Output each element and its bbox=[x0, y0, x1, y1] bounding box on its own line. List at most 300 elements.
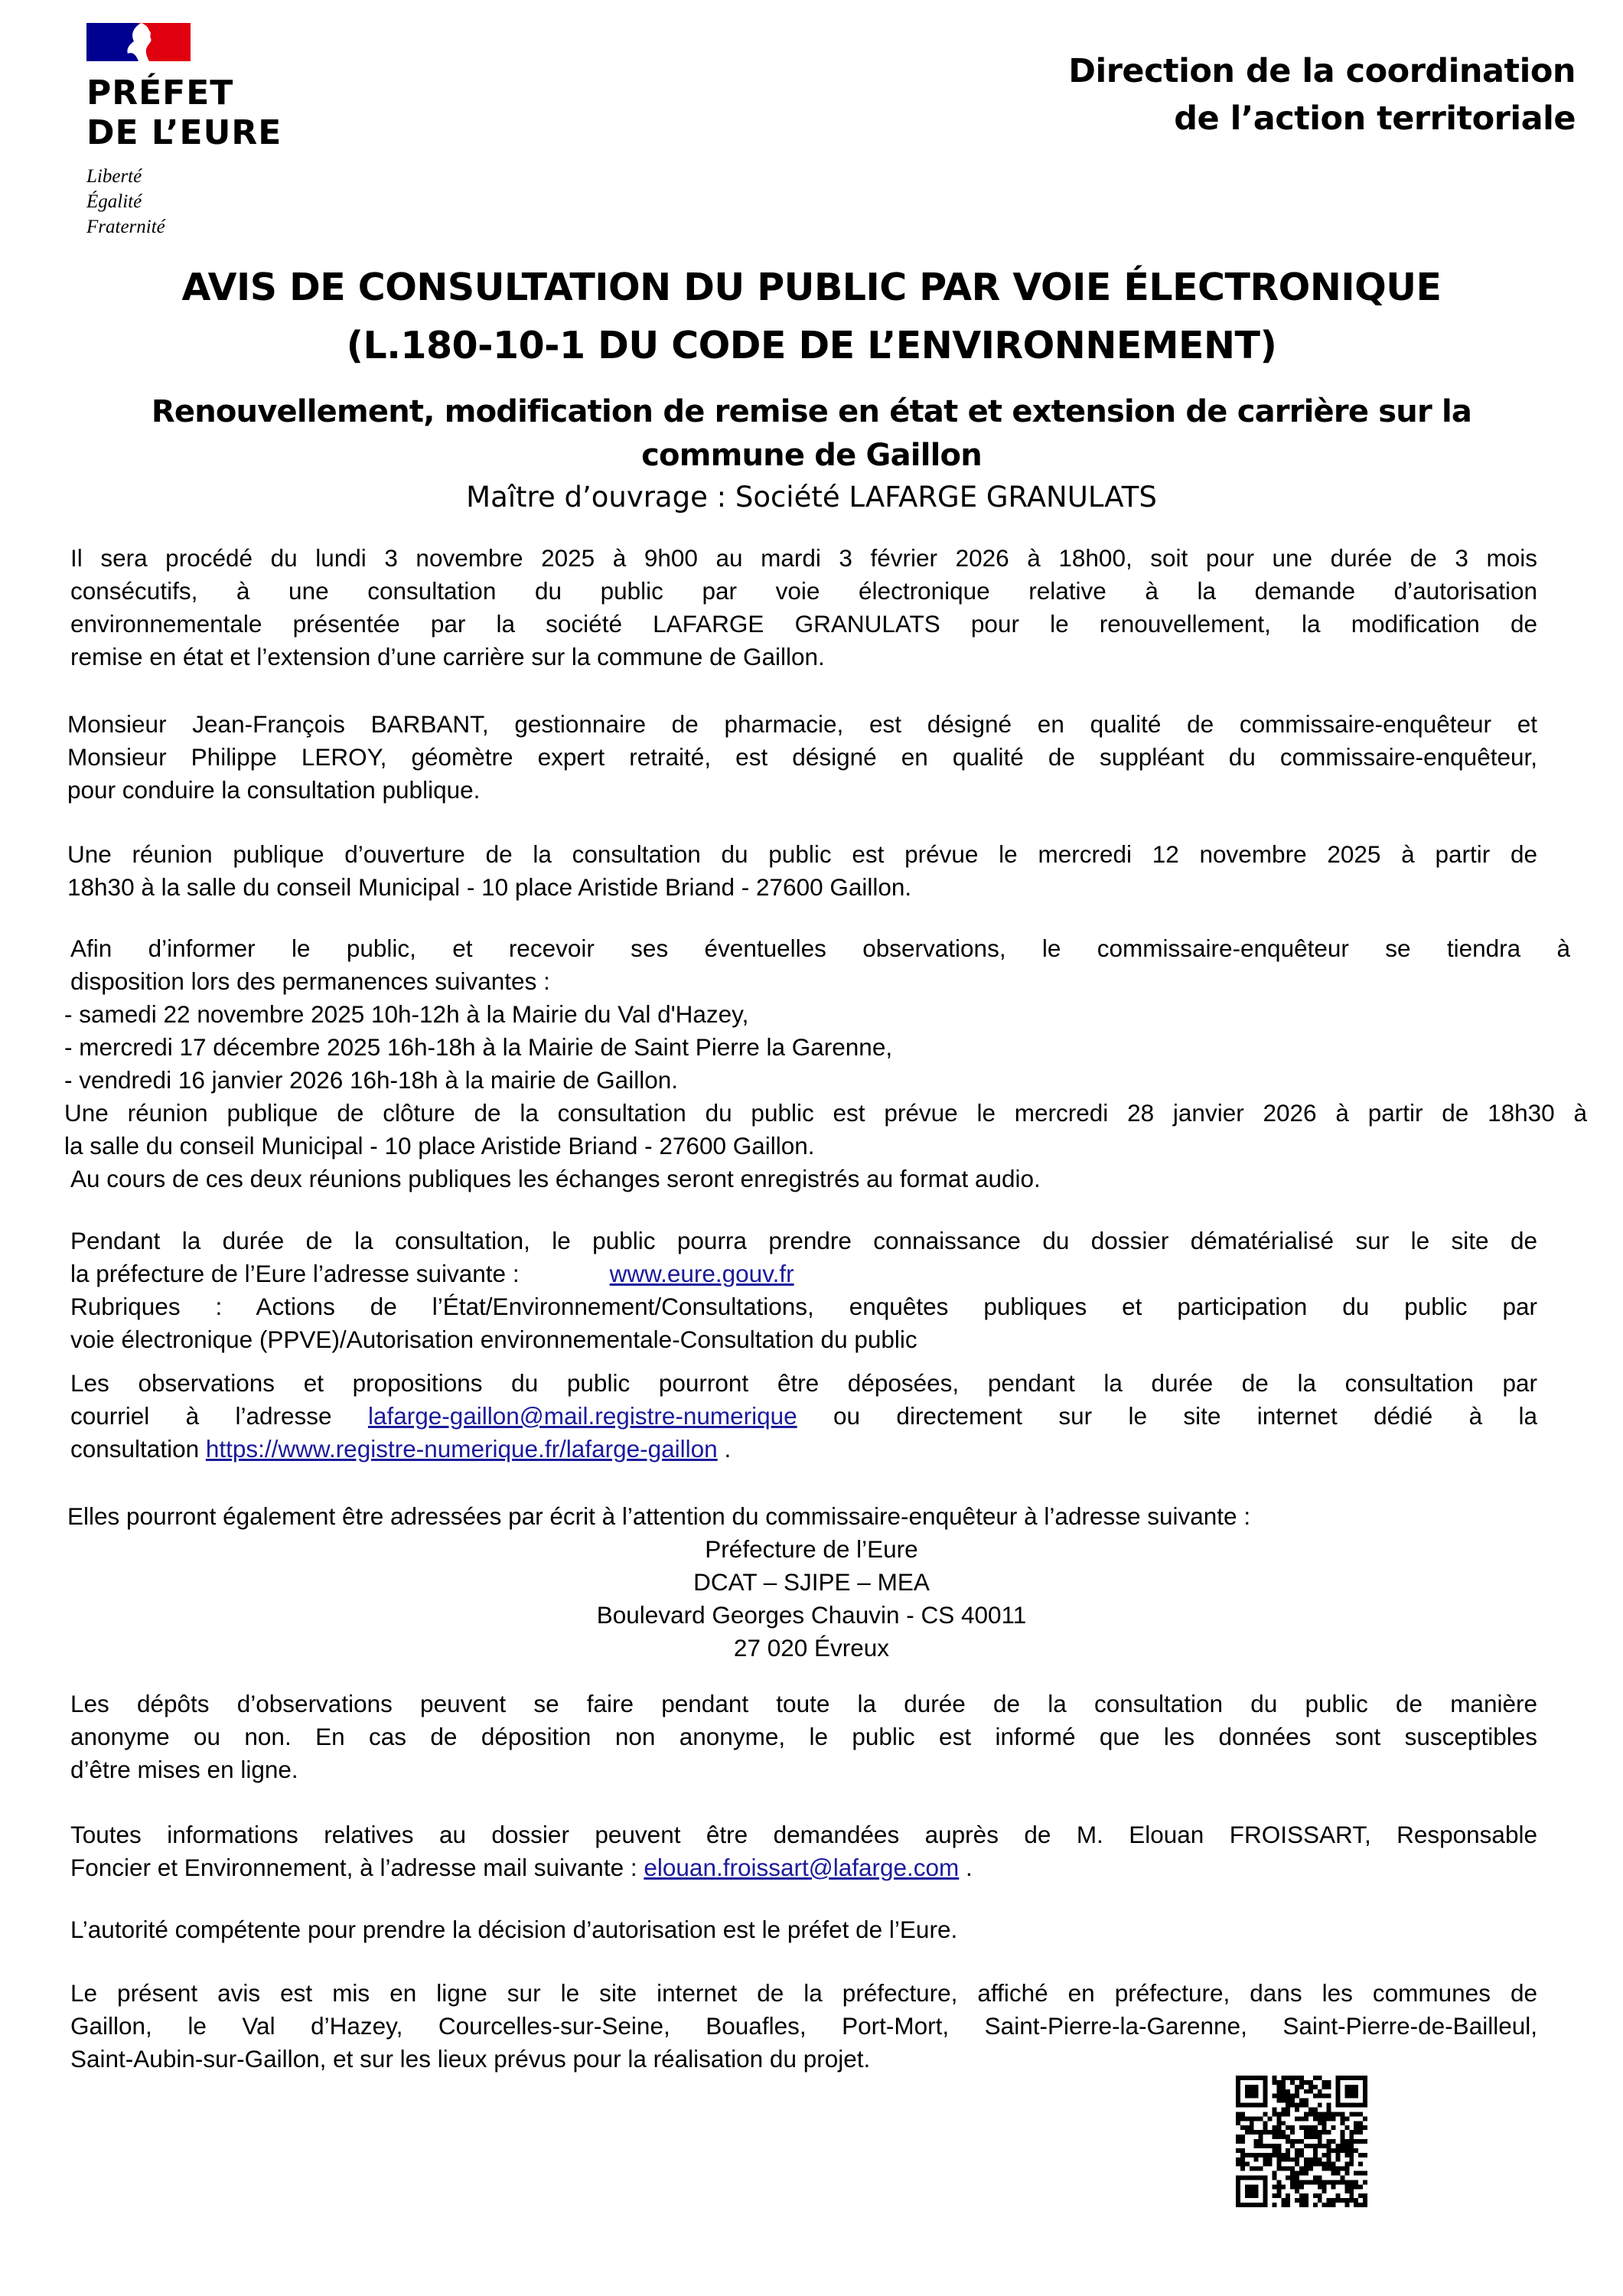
qr-module bbox=[1335, 2153, 1340, 2157]
text-line: remise en état et l’extension d’une carrière sur la commune de Gaillon. bbox=[70, 643, 825, 670]
qr-module bbox=[1318, 2121, 1322, 2125]
qr-module bbox=[1327, 2112, 1331, 2116]
text-fragment: consultation bbox=[70, 1435, 200, 1463]
title-line: (L.180-10-1 DU CODE DE L’ENVIRONNEMENT) bbox=[346, 324, 1277, 367]
qr-module bbox=[1363, 2125, 1367, 2130]
text-line: Saint-Aubin-sur-Gaillon, et sur les lieux prévus pour la réalisation du projet. bbox=[70, 2045, 871, 2073]
prefet-name-line: PRÉFET bbox=[86, 73, 234, 113]
qr-module bbox=[1322, 2167, 1327, 2171]
qr-module bbox=[1254, 2167, 1259, 2171]
text-line: Toutes informations relatives au dossier peuvent être demandées auprès de M. Elouan FROISSART, Responsable bbox=[70, 1821, 1537, 1848]
qr-module bbox=[1290, 2171, 1295, 2176]
subtitle-line: commune de Gaillon bbox=[641, 438, 982, 473]
qr-module bbox=[1354, 2112, 1358, 2116]
qr-module bbox=[1272, 2203, 1276, 2207]
qr-module bbox=[1263, 2144, 1268, 2148]
qr-module bbox=[1240, 2162, 1245, 2167]
qr-module bbox=[1304, 2180, 1309, 2184]
qr-module bbox=[1309, 2144, 1313, 2148]
text-line: Afin d’informer le public, et recevoir ses éventuelles observations, le commissaire-enquêteur se tiendra à bbox=[70, 934, 1570, 962]
qr-module bbox=[1318, 2139, 1322, 2144]
qr-module bbox=[1290, 2157, 1295, 2162]
qr-module bbox=[1322, 2121, 1327, 2125]
qr-module bbox=[1295, 2139, 1299, 2144]
qr-module bbox=[1286, 2094, 1290, 2099]
qr-module bbox=[1276, 2144, 1281, 2148]
qr-module bbox=[1354, 2125, 1358, 2130]
qr-module bbox=[1263, 2162, 1268, 2167]
eure-gouv-link[interactable]: www.eure.gouv.fr bbox=[609, 1260, 794, 1287]
qr-module bbox=[1245, 2125, 1250, 2130]
qr-module bbox=[1240, 2139, 1245, 2144]
qr-module bbox=[1250, 2167, 1254, 2171]
text-fragment: Foncier et Environnement, à l’adresse mail suivante : bbox=[70, 1854, 637, 1881]
text-line: environnementale présentée par la société LAFARGE GRANULATS pour le renouvellement, la modification de bbox=[70, 610, 1537, 638]
text-line bbox=[70, 1257, 1537, 1290]
qr-module bbox=[1313, 2076, 1318, 2080]
qr-module bbox=[1295, 2175, 1299, 2180]
qr-module bbox=[1327, 2157, 1331, 2162]
address-line: 27 020 Évreux bbox=[733, 1634, 890, 1662]
qr-module bbox=[1309, 2112, 1313, 2116]
qr-module bbox=[1358, 2162, 1363, 2167]
qr-module bbox=[1240, 2157, 1245, 2162]
text-fragment: courriel à l’adresse bbox=[70, 1402, 332, 1430]
qr-module bbox=[1299, 2103, 1304, 2108]
qr-module bbox=[1236, 2157, 1240, 2162]
qr-module bbox=[1313, 2153, 1318, 2157]
qr-module bbox=[1276, 2112, 1281, 2116]
qr-module bbox=[1309, 2125, 1313, 2130]
motto-liberte: Liberté bbox=[86, 166, 142, 187]
qr-module bbox=[1281, 2094, 1286, 2099]
qr-module bbox=[1263, 2153, 1268, 2157]
qr-module bbox=[1250, 2121, 1254, 2125]
qr-module bbox=[1245, 2130, 1250, 2135]
qr-module bbox=[1250, 2153, 1254, 2157]
qr-module bbox=[1358, 2121, 1363, 2125]
qr-module bbox=[1318, 2184, 1322, 2189]
qr-module bbox=[1322, 2112, 1327, 2116]
qr-module bbox=[1290, 2130, 1295, 2135]
qr-module bbox=[1304, 2080, 1309, 2085]
qr-module bbox=[1281, 2089, 1286, 2094]
qr-module bbox=[1259, 2130, 1263, 2135]
contact-email-link[interactable]: elouan.froissart@lafarge.com bbox=[644, 1854, 960, 1881]
qr-module bbox=[1268, 2162, 1273, 2167]
qr-module bbox=[1322, 2184, 1327, 2189]
qr-module bbox=[1344, 2085, 1358, 2099]
qr-module bbox=[1349, 2153, 1354, 2157]
qr-module bbox=[1304, 2144, 1309, 2148]
qr-module bbox=[1349, 2148, 1354, 2153]
text-line: voie électronique (PPVE)/Autorisation environnementale-Consultation du public bbox=[70, 1326, 917, 1353]
qr-module bbox=[1240, 2125, 1245, 2130]
qr-module bbox=[1259, 2139, 1263, 2144]
qr-module bbox=[1295, 2076, 1299, 2080]
permanence-item: - samedi 22 novembre 2025 10h-12h à la Mairie du Val d'Hazey, bbox=[64, 1000, 749, 1028]
qr-module bbox=[1313, 2157, 1318, 2162]
qr-module bbox=[1290, 2076, 1295, 2080]
qr-module bbox=[1340, 2144, 1344, 2148]
qr-module bbox=[1313, 2085, 1318, 2089]
qr-module bbox=[1281, 2167, 1286, 2171]
qr-module bbox=[1344, 2184, 1349, 2189]
text-line: Il sera procédé du lundi 3 novembre 2025 à 9h00 au mardi 3 février 2026 à 18h00, soit pour une durée de 3 mois bbox=[70, 544, 1537, 572]
qr-module bbox=[1344, 2198, 1349, 2203]
qr-module bbox=[1259, 2135, 1263, 2139]
qr-module bbox=[1299, 2171, 1304, 2176]
qr-module bbox=[1286, 2112, 1290, 2116]
qr-module bbox=[1363, 2171, 1367, 2176]
qr-module bbox=[1354, 2198, 1358, 2203]
qr-module bbox=[1272, 2193, 1276, 2198]
qr-module bbox=[1276, 2085, 1281, 2089]
qr-module bbox=[1363, 2193, 1367, 2198]
qr-module bbox=[1290, 2184, 1295, 2189]
qr-module bbox=[1290, 2125, 1295, 2130]
qr-module bbox=[1340, 2139, 1344, 2144]
qr-module bbox=[1309, 2162, 1313, 2167]
qr-module bbox=[1309, 2108, 1313, 2112]
postal-address bbox=[0, 1533, 1623, 1665]
qr-module bbox=[1250, 2125, 1254, 2130]
qr-module bbox=[1236, 2139, 1240, 2144]
paragraph-observations bbox=[70, 1367, 1537, 1466]
qr-module bbox=[1304, 2089, 1309, 2094]
qr-module bbox=[1344, 2189, 1349, 2193]
text-line bbox=[70, 1433, 1537, 1466]
text-line: Rubriques : Actions de l’État/Environnement/Consultations, enquêtes publiques et participation du public par bbox=[70, 1293, 1537, 1320]
qr-module bbox=[1299, 2193, 1304, 2198]
qr-module bbox=[1340, 2130, 1344, 2135]
qr-module bbox=[1331, 2171, 1336, 2176]
qr-module bbox=[1295, 2162, 1299, 2167]
qr-module bbox=[1349, 2162, 1354, 2167]
qr-module bbox=[1268, 2116, 1273, 2121]
qr-module bbox=[1344, 2148, 1349, 2153]
qr-module bbox=[1354, 2148, 1358, 2153]
qr-module bbox=[1304, 2171, 1309, 2176]
qr-module bbox=[1322, 2080, 1327, 2085]
qr-module bbox=[1318, 2193, 1322, 2198]
qr-module bbox=[1327, 2162, 1331, 2167]
qr-module bbox=[1344, 2116, 1349, 2121]
qr-module bbox=[1295, 2157, 1299, 2162]
qr-module bbox=[1327, 2085, 1331, 2089]
qr-module bbox=[1272, 2130, 1276, 2135]
qr-module bbox=[1322, 2085, 1327, 2089]
qr-module bbox=[1240, 2112, 1245, 2116]
qr-module bbox=[1327, 2203, 1331, 2207]
qr-module bbox=[1335, 2193, 1340, 2198]
qr-module bbox=[1290, 2180, 1295, 2184]
qr-module bbox=[1268, 2153, 1273, 2157]
qr-module bbox=[1318, 2076, 1322, 2080]
qr-module bbox=[1340, 2175, 1344, 2180]
republique-flag bbox=[86, 23, 191, 61]
qr-module bbox=[1259, 2116, 1263, 2121]
qr-module bbox=[1331, 2148, 1336, 2153]
qr-module bbox=[1331, 2162, 1336, 2167]
qr-module bbox=[1299, 2184, 1304, 2189]
qr-module bbox=[1313, 2175, 1318, 2180]
qr-module bbox=[1272, 2125, 1276, 2130]
prefet-name-line: DE L’EURE bbox=[86, 113, 282, 152]
qr-module bbox=[1276, 2094, 1281, 2099]
qr-module bbox=[1276, 2193, 1281, 2198]
text-fragment: la préfecture de l’Eure l’adresse suivante : bbox=[70, 1260, 520, 1287]
qr-module bbox=[1281, 2203, 1286, 2207]
qr-module bbox=[1344, 2139, 1349, 2144]
qr-module bbox=[1344, 2125, 1349, 2130]
qr-module bbox=[1309, 2089, 1313, 2094]
paragraph-permanences bbox=[70, 932, 1570, 998]
qr-module bbox=[1281, 2121, 1286, 2125]
qr-module bbox=[1318, 2162, 1322, 2167]
text-line: Une réunion publique de clôture de la consultation du public est prévue le mercredi 28 janvier 2026 à partir de 18h30 à bbox=[64, 1099, 1587, 1127]
qr-module bbox=[1254, 2116, 1259, 2121]
qr-module bbox=[1327, 2130, 1331, 2135]
paragraph-informations bbox=[70, 1818, 1537, 1884]
qr-module bbox=[1344, 2167, 1349, 2171]
qr-module bbox=[1299, 2085, 1304, 2089]
paragraph-depots bbox=[70, 1688, 1537, 1786]
text-line: Elles pourront également être adressées par écrit à l’attention du commissaire-enquêteur à l’adresse suivante : bbox=[67, 1502, 1251, 1530]
qr-module bbox=[1304, 2162, 1309, 2167]
qr-module bbox=[1318, 2175, 1322, 2180]
qr-module bbox=[1322, 2125, 1327, 2130]
qr-module bbox=[1276, 2189, 1281, 2193]
qr-module bbox=[1354, 2171, 1358, 2176]
qr-module bbox=[1286, 2148, 1290, 2153]
qr-module bbox=[1313, 2148, 1318, 2153]
registre-url-link[interactable]: https://www.registre-numerique.fr/lafarge-gaillon bbox=[205, 1435, 718, 1463]
qr-module bbox=[1299, 2203, 1304, 2207]
qr-module bbox=[1286, 2153, 1290, 2157]
qr-module bbox=[1290, 2167, 1295, 2171]
qr-module bbox=[1276, 2180, 1281, 2184]
qr-module bbox=[1322, 2189, 1327, 2193]
text-line: Les observations et propositions du public pourront être déposées, pendant la durée de la consultation par bbox=[70, 1369, 1537, 1397]
qr-module bbox=[1322, 2144, 1327, 2148]
qr-module bbox=[1318, 2130, 1322, 2135]
qr-module bbox=[1318, 2135, 1322, 2139]
qr-module bbox=[1318, 2094, 1322, 2099]
qr-module bbox=[1276, 2135, 1281, 2139]
qr-module bbox=[1344, 2203, 1349, 2207]
qr-module bbox=[1290, 2175, 1295, 2180]
qr-module bbox=[1236, 2121, 1240, 2125]
qr-module bbox=[1335, 2157, 1340, 2162]
qr-module bbox=[1295, 2153, 1299, 2157]
qr-module bbox=[1363, 2198, 1367, 2203]
qr-module bbox=[1318, 2198, 1322, 2203]
qr-module bbox=[1340, 2167, 1344, 2171]
qr-module bbox=[1286, 2108, 1290, 2112]
qr-module bbox=[1263, 2121, 1268, 2125]
qr-module bbox=[1313, 2112, 1318, 2116]
qr-module bbox=[1254, 2139, 1259, 2144]
qr-module bbox=[1259, 2153, 1263, 2157]
qr-module bbox=[1272, 2184, 1276, 2189]
qr-module bbox=[1286, 2157, 1290, 2162]
qr-module bbox=[1322, 2153, 1327, 2157]
qr-module bbox=[1327, 2094, 1331, 2099]
qr-module bbox=[1281, 2108, 1286, 2112]
qr-module bbox=[1263, 2112, 1268, 2116]
qr-module bbox=[1245, 2153, 1250, 2157]
qr-module bbox=[1340, 2121, 1344, 2125]
qr-module bbox=[1299, 2076, 1304, 2080]
qr-module bbox=[1276, 2130, 1281, 2135]
qr-module bbox=[1240, 2167, 1245, 2171]
qr-module bbox=[1309, 2135, 1313, 2139]
qr-module bbox=[1327, 2108, 1331, 2112]
direction-heading bbox=[1068, 47, 1576, 142]
qr-module bbox=[1354, 2121, 1358, 2125]
qr-module bbox=[1304, 2103, 1309, 2108]
qr-module bbox=[1290, 2080, 1295, 2085]
qr-module bbox=[1272, 2153, 1276, 2157]
qr-module bbox=[1276, 2121, 1281, 2125]
qr-module bbox=[1331, 2167, 1336, 2171]
subtitle-line: Renouvellement, modification de remise en état et extension de carrière sur la bbox=[151, 394, 1472, 429]
qr-module bbox=[1281, 2099, 1286, 2103]
qr-module bbox=[1344, 2180, 1349, 2184]
qr-module bbox=[1322, 2130, 1327, 2135]
text-line bbox=[70, 1851, 1537, 1884]
qr-module bbox=[1240, 2148, 1245, 2153]
qr-module bbox=[1363, 2153, 1367, 2157]
qr-module bbox=[1286, 2125, 1290, 2130]
qr-module bbox=[1327, 2116, 1331, 2121]
direction-line: Direction de la coordination bbox=[1068, 52, 1576, 90]
qr-module bbox=[1354, 2180, 1358, 2184]
qr-module bbox=[1318, 2089, 1322, 2094]
qr-module bbox=[1354, 2139, 1358, 2144]
qr-module bbox=[1304, 2157, 1309, 2162]
text-line: Au cours de ces deux réunions publiques les échanges seront enregistrés au format audio. bbox=[70, 1165, 1041, 1192]
qr-module bbox=[1327, 2153, 1331, 2157]
qr-module bbox=[1276, 2148, 1281, 2153]
qr-module bbox=[1304, 2130, 1309, 2135]
text-line: Le présent avis est mis en ligne sur le site internet de la préfecture, affiché en préfecture, dans les communes de bbox=[70, 1979, 1537, 2007]
address-line: DCAT – SJIPE – MEA bbox=[693, 1568, 930, 1596]
qr-module bbox=[1295, 2180, 1299, 2184]
qr-module bbox=[1295, 2171, 1299, 2176]
qr-module bbox=[1281, 2184, 1286, 2189]
qr-code-icon[interactable] bbox=[1236, 2076, 1367, 2207]
qr-module bbox=[1318, 2144, 1322, 2148]
qr-module bbox=[1344, 2153, 1349, 2157]
qr-module bbox=[1286, 2193, 1290, 2198]
qr-module bbox=[1358, 2171, 1363, 2176]
qr-module bbox=[1309, 2080, 1313, 2085]
qr-module bbox=[1313, 2130, 1318, 2135]
qr-module bbox=[1327, 2103, 1331, 2108]
qr-module bbox=[1313, 2203, 1318, 2207]
qr-module bbox=[1327, 2180, 1331, 2184]
qr-module bbox=[1245, 2184, 1259, 2198]
text-line: d’être mises en ligne. bbox=[70, 1756, 298, 1783]
qr-module bbox=[1309, 2167, 1313, 2171]
qr-module bbox=[1276, 2167, 1281, 2171]
qr-module bbox=[1327, 2139, 1331, 2144]
address-line: Boulevard Georges Chauvin - CS 40011 bbox=[596, 1601, 1027, 1629]
qr-module bbox=[1335, 2180, 1340, 2184]
qr-module bbox=[1286, 2089, 1290, 2094]
qr-module bbox=[1299, 2139, 1304, 2144]
qr-module bbox=[1304, 2193, 1309, 2198]
qr-module bbox=[1299, 2198, 1304, 2203]
qr-module bbox=[1304, 2203, 1309, 2207]
qr-module bbox=[1304, 2198, 1309, 2203]
qr-module bbox=[1344, 2162, 1349, 2167]
qr-module bbox=[1313, 2108, 1318, 2112]
text-line: Monsieur Philippe LEROY, géomètre expert retraité, est désigné en qualité de suppléant du commissaire-enquêteur, bbox=[67, 743, 1537, 771]
qr-module bbox=[1281, 2198, 1286, 2203]
qr-module bbox=[1349, 2135, 1354, 2139]
qr-module bbox=[1349, 2184, 1354, 2189]
qr-module bbox=[1281, 2135, 1286, 2139]
qr-module bbox=[1327, 2167, 1331, 2171]
paragraph-commissaire bbox=[67, 708, 1537, 807]
qr-module bbox=[1363, 2203, 1367, 2207]
qr-module bbox=[1358, 2125, 1363, 2130]
qr-module bbox=[1349, 2180, 1354, 2184]
qr-module bbox=[1340, 2135, 1344, 2139]
qr-module bbox=[1331, 2116, 1336, 2121]
qr-module bbox=[1318, 2112, 1322, 2116]
qr-module bbox=[1358, 2153, 1363, 2157]
qr-module bbox=[1290, 2103, 1295, 2108]
qr-module bbox=[1290, 2144, 1295, 2148]
qr-module bbox=[1340, 2198, 1344, 2203]
audio-notice bbox=[70, 1163, 1524, 1195]
qr-module bbox=[1340, 2116, 1344, 2121]
text-line: disposition lors des permanences suivantes : bbox=[70, 967, 550, 995]
qr-module bbox=[1290, 2094, 1295, 2099]
qr-module bbox=[1313, 2116, 1318, 2121]
paragraph-autorite bbox=[70, 1913, 1537, 1946]
prefet-logo bbox=[86, 23, 282, 240]
qr-module bbox=[1295, 2094, 1299, 2099]
qr-module bbox=[1272, 2094, 1276, 2099]
qr-module bbox=[1309, 2180, 1313, 2184]
motto-fraternite: Fraternité bbox=[86, 217, 165, 237]
address-line: Préfecture de l’Eure bbox=[705, 1535, 918, 1563]
qr-module bbox=[1304, 2099, 1309, 2103]
qr-module bbox=[1331, 2125, 1336, 2130]
qr-module bbox=[1313, 2180, 1318, 2184]
direction-line: de l’action territoriale bbox=[1174, 99, 1576, 138]
registre-email-link[interactable]: lafarge-gaillon@mail.registre-numerique bbox=[367, 1402, 797, 1430]
qr-module bbox=[1276, 2099, 1281, 2103]
qr-module bbox=[1281, 2130, 1286, 2135]
qr-module bbox=[1245, 2085, 1259, 2099]
qr-module bbox=[1309, 2130, 1313, 2135]
qr-module bbox=[1286, 2167, 1290, 2171]
qr-module bbox=[1259, 2167, 1263, 2171]
qr-module bbox=[1240, 2153, 1245, 2157]
text-line: consécutifs, à une consultation du public par voie électronique relative à la demande d’autorisation bbox=[70, 577, 1537, 605]
qr-module bbox=[1349, 2112, 1354, 2116]
qr-module bbox=[1335, 2112, 1340, 2116]
qr-module bbox=[1268, 2157, 1273, 2162]
text-line: Une réunion publique d’ouverture de la consultation du public est prévue le mercredi 12 novembre 2025 à partir de bbox=[67, 840, 1537, 868]
qr-module bbox=[1286, 2135, 1290, 2139]
